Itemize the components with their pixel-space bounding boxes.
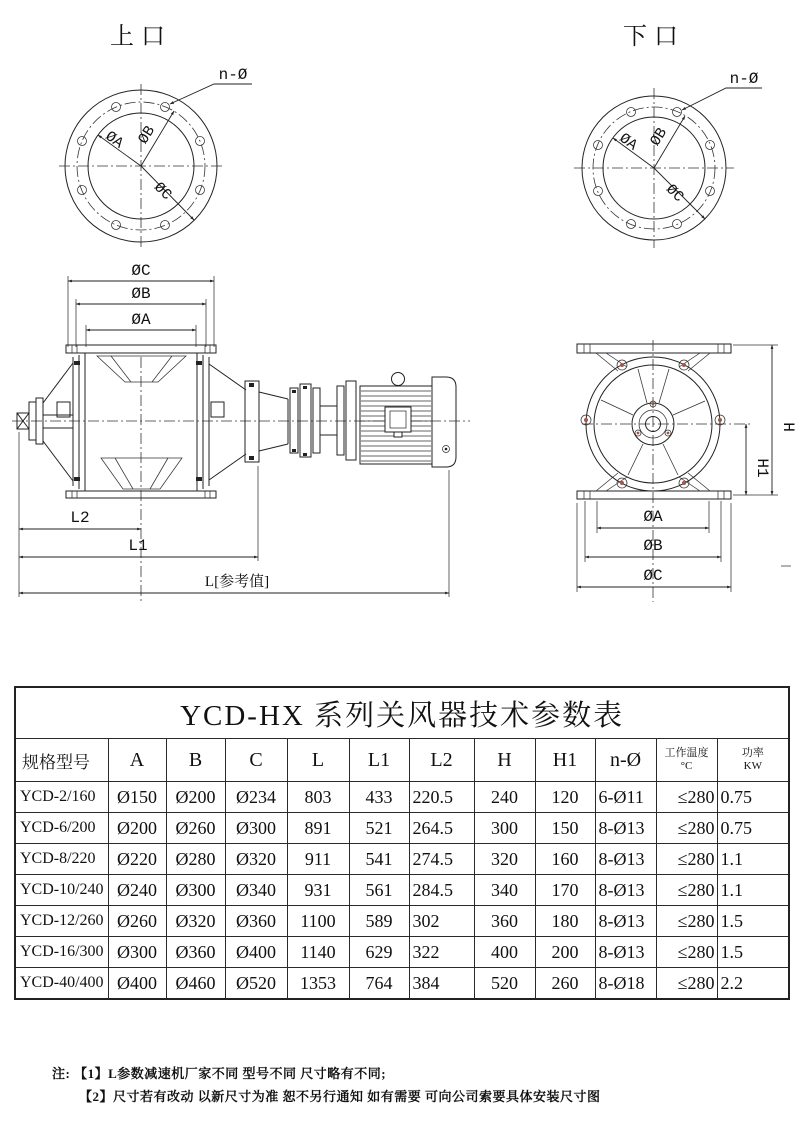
table-row <box>15 875 789 906</box>
table-row <box>15 937 789 968</box>
footnote-line-2 <box>52 1085 601 1108</box>
bolt-count-label: n-Ø <box>729 70 759 88</box>
table-cell: Ø300 <box>108 937 166 968</box>
dim-label-l-reference: L[参考值] <box>204 574 270 590</box>
bottom-outlet-flange-view <box>574 24 762 248</box>
table-cell: 180 <box>535 906 595 937</box>
table-cell: ≤280 <box>656 813 717 844</box>
table-cell: YCD-10/240 <box>15 875 108 906</box>
table-cell: Ø300 <box>225 813 287 844</box>
header-working-temp <box>656 739 717 782</box>
table-cell: 6-Ø11 <box>595 782 656 813</box>
table-cell: 8-Ø18 <box>595 968 656 1000</box>
table-cell: 803 <box>287 782 349 813</box>
bolt-count-label: n-Ø <box>218 66 248 84</box>
working-temp-label: 工作温度 <box>664 747 709 760</box>
table-cell: Ø150 <box>108 782 166 813</box>
header-b: B <box>166 739 225 782</box>
table-cell: 0.75 <box>717 813 789 844</box>
table-cell: Ø300 <box>166 875 225 906</box>
table-cell: 150 <box>535 813 595 844</box>
table-cell: YCD-12/260 <box>15 906 108 937</box>
table-row <box>15 968 789 1000</box>
table-cell: Ø520 <box>225 968 287 1000</box>
table-cell: Ø260 <box>108 906 166 937</box>
header-h: H <box>474 739 535 782</box>
table-row <box>15 782 789 813</box>
table-cell: 911 <box>287 844 349 875</box>
dim-label-c: ØC <box>643 567 663 585</box>
table-cell: 8-Ø13 <box>595 937 656 968</box>
table-cell: 2.2 <box>717 968 789 1000</box>
table-cell: 931 <box>287 875 349 906</box>
table-cell: Ø220 <box>108 844 166 875</box>
table-cell: YCD-2/160 <box>15 782 108 813</box>
table-cell: 1353 <box>287 968 349 1000</box>
table-body <box>15 782 789 1000</box>
dim-label-l2: L2 <box>70 509 90 527</box>
table-title: YCD-HX 系列关风器技术参数表 <box>15 687 789 739</box>
table-cell: 120 <box>535 782 595 813</box>
table-title-row <box>15 687 789 739</box>
table-cell: 1.5 <box>717 906 789 937</box>
header-l2: L2 <box>409 739 474 782</box>
table-cell: 160 <box>535 844 595 875</box>
table-cell: ≤280 <box>656 906 717 937</box>
table-cell: 322 <box>409 937 474 968</box>
front-view-drawing <box>577 340 797 602</box>
table-cell: 400 <box>474 937 535 968</box>
top-inlet-title: 上口 <box>110 24 172 50</box>
table-cell: 561 <box>349 875 409 906</box>
motor <box>360 373 456 468</box>
table-cell: 264.5 <box>409 813 474 844</box>
note-1-text: 【1】L参数减速机厂家不同 型号不同 尺寸略有不同; <box>74 1066 387 1081</box>
table-cell: 300 <box>474 813 535 844</box>
table-cell: ≤280 <box>656 968 717 1000</box>
working-temp-unit: °C <box>680 760 693 772</box>
table-row <box>15 813 789 844</box>
table-cell: Ø200 <box>108 813 166 844</box>
table-cell: ≤280 <box>656 937 717 968</box>
table-cell: YCD-8/220 <box>15 844 108 875</box>
table-cell: Ø320 <box>225 844 287 875</box>
table-cell: Ø400 <box>225 937 287 968</box>
power-label: 功率 <box>741 747 764 760</box>
header-l1: L1 <box>349 739 409 782</box>
table-cell: Ø260 <box>166 813 225 844</box>
table-cell: 1.5 <box>717 937 789 968</box>
dim-label-c: ØC <box>662 181 687 206</box>
table-cell: 220.5 <box>409 782 474 813</box>
table-cell: Ø280 <box>166 844 225 875</box>
dim-label-h1: H1 <box>753 458 771 478</box>
table-cell: ≤280 <box>656 782 717 813</box>
parameter-table <box>14 686 790 1000</box>
table-cell: YCD-6/200 <box>15 813 108 844</box>
table-cell: 260 <box>535 968 595 1000</box>
dim-label-a: ØA <box>643 508 663 526</box>
table-cell: 521 <box>349 813 409 844</box>
table-cell: 764 <box>349 968 409 1000</box>
dim-label-a: ØA <box>101 127 127 153</box>
table-cell: 8-Ø13 <box>595 906 656 937</box>
dim-label-h: H <box>779 422 797 432</box>
table-cell: Ø360 <box>166 937 225 968</box>
table-cell: 1.1 <box>717 844 789 875</box>
footnote-line-1 <box>52 1062 601 1085</box>
table-cell: Ø400 <box>108 968 166 1000</box>
table-cell: 0.75 <box>717 782 789 813</box>
note-prefix: 注: <box>52 1066 71 1081</box>
header-l: L <box>287 739 349 782</box>
table-cell: Ø460 <box>166 968 225 1000</box>
header-power <box>717 739 789 782</box>
table-cell: 8-Ø13 <box>595 813 656 844</box>
side-view-drawing <box>12 262 470 601</box>
table-cell: 274.5 <box>409 844 474 875</box>
dim-label-l1: L1 <box>128 537 148 555</box>
header-h1: H1 <box>535 739 595 782</box>
table-cell: 541 <box>349 844 409 875</box>
dim-label-b: ØB <box>643 537 663 555</box>
table-cell: 1.1 <box>717 875 789 906</box>
note-2-text: 【2】尺寸若有改动 以新尺寸为准 恕不另行通知 如有需要 可向公司索要具体安装尺寸图 <box>79 1089 601 1104</box>
power-unit: KW <box>743 760 762 772</box>
dim-label-c: ØC <box>150 179 175 204</box>
dim-label-c: ØC <box>131 262 151 280</box>
table-cell: Ø200 <box>166 782 225 813</box>
table-cell: ≤280 <box>656 844 717 875</box>
table-cell: 284.5 <box>409 875 474 906</box>
table-cell: 1140 <box>287 937 349 968</box>
table-cell: YCD-16/300 <box>15 937 108 968</box>
table-cell: 200 <box>535 937 595 968</box>
table-cell: 629 <box>349 937 409 968</box>
table-cell: 340 <box>474 875 535 906</box>
table-cell: Ø320 <box>166 906 225 937</box>
table-cell: 433 <box>349 782 409 813</box>
table-cell: YCD-40/400 <box>15 968 108 1000</box>
table-cell: 320 <box>474 844 535 875</box>
footnotes <box>52 1062 601 1108</box>
dim-label-b: ØB <box>131 285 151 303</box>
dim-label-b: ØB <box>647 125 672 150</box>
dim-label-a: ØA <box>615 129 641 155</box>
header-spec-model: 规格型号 <box>15 739 108 782</box>
table-row <box>15 906 789 937</box>
table-row <box>15 844 789 875</box>
table-cell: 520 <box>474 968 535 1000</box>
header-c: C <box>225 739 287 782</box>
table-cell: 360 <box>474 906 535 937</box>
table-cell: 302 <box>409 906 474 937</box>
table-cell: 8-Ø13 <box>595 844 656 875</box>
header-a: A <box>108 739 166 782</box>
table-cell: Ø240 <box>108 875 166 906</box>
table-cell: Ø234 <box>225 782 287 813</box>
table-cell: 170 <box>535 875 595 906</box>
dim-label-a: ØA <box>131 311 151 329</box>
table-cell: 891 <box>287 813 349 844</box>
header-n-holes: n-Ø <box>595 739 656 782</box>
table-header-row <box>15 739 789 782</box>
table-cell: 384 <box>409 968 474 1000</box>
table-cell: Ø340 <box>225 875 287 906</box>
top-inlet-flange-view <box>59 23 252 248</box>
table-cell: Ø360 <box>225 906 287 937</box>
table-cell: ≤280 <box>656 875 717 906</box>
table-cell: 1100 <box>287 906 349 937</box>
dim-label-b: ØB <box>135 123 160 148</box>
table-cell: 8-Ø13 <box>595 875 656 906</box>
bottom-outlet-title: 下口 <box>623 24 685 50</box>
table-cell: 589 <box>349 906 409 937</box>
table-cell: 240 <box>474 782 535 813</box>
